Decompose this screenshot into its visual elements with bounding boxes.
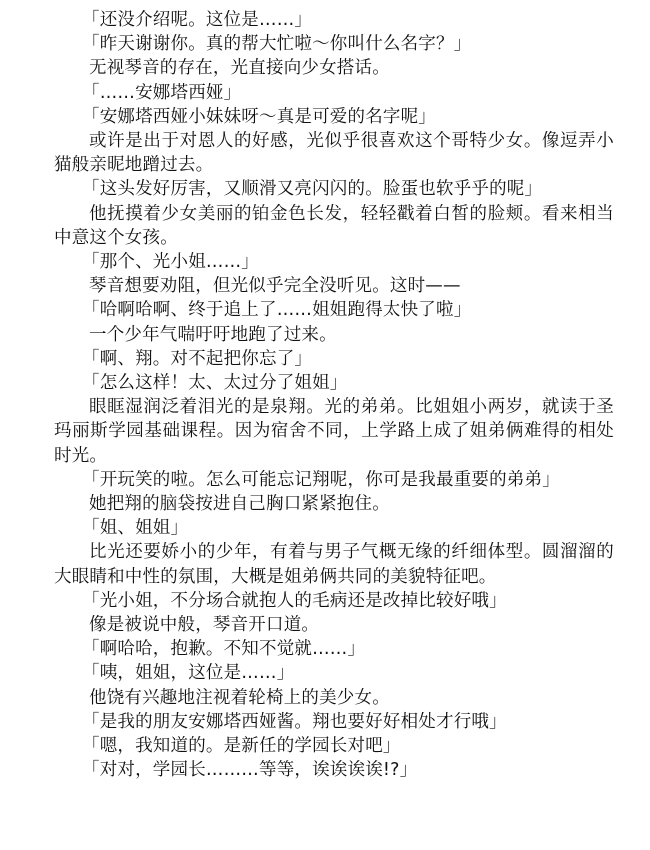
paragraph-22: 「啊哈哈，抱歉。不知不觉就……」 bbox=[82, 639, 366, 660]
paragraph-14: 「怎么这样！太、太过分了姐姐」 bbox=[82, 373, 348, 394]
paragraph-18: 「姐、姐姐」 bbox=[82, 518, 189, 539]
paragraph-13: 「啊、翔。对不起把你忘了」 bbox=[82, 348, 313, 369]
paragraph-11: 「哈啊哈啊、终于追上了……姐姐跑得太快了啦」 bbox=[82, 300, 472, 321]
paragraph-9: 「那个、光小姐……」 bbox=[82, 252, 259, 273]
paragraph-16: 「开玩笑的啦。怎么可能忘记翔呢，你可是我最重要的弟弟」 bbox=[82, 469, 560, 490]
paragraph-6: 或许是出于对恩人的好感，光似乎很喜欢这个哥特少女。像逗弄小猫般亲昵地蹭过去。 bbox=[54, 131, 614, 176]
paragraph-12: 一个少年气喘吁吁地跑了过来。 bbox=[89, 324, 337, 345]
paragraph-21: 像是被说中般，琴音开口道。 bbox=[89, 615, 320, 636]
document-page bbox=[54, 8, 614, 783]
paragraph-3: 无视琴音的存在，光直接向少女搭话。 bbox=[89, 58, 390, 79]
paragraph-5: 「安娜塔西娅小妹妹呀～真是可爱的名字呢」 bbox=[82, 106, 436, 127]
paragraph-2: 「昨天谢谢你。真的帮大忙啦～你叫什么名字？」 bbox=[82, 34, 472, 55]
paragraph-23: 「咦，姐姐，这位是……」 bbox=[82, 663, 295, 684]
paragraph-7: 「这头发好厉害，又顺滑又亮闪闪的。脸蛋也软乎乎的呢」 bbox=[82, 179, 543, 200]
paragraph-8: 他抚摸着少女美丽的铂金色长发，轻轻戳着白皙的脸颊。看来相当中意这个女孩。 bbox=[54, 203, 614, 248]
paragraph-26: 「嗯，我知道的。是新任的学园长对吧」 bbox=[82, 736, 401, 757]
paragraph-19: 比光还要娇小的少年，有着与男子气概无缘的纤细体型。圆溜溜的大眼睛和中性的氛围，大概是姐弟俩共同的美貌特征吧。 bbox=[54, 542, 614, 587]
paragraph-27: 「对对，学园长………等等，诶诶诶诶!?」 bbox=[82, 760, 418, 781]
paragraph-20: 「光小姐，不分场合就抱人的毛病还是改掉比较好哦」 bbox=[82, 590, 507, 611]
paragraph-15: 眼眶湿润泛着泪光的是泉翔。光的弟弟。比姐姐小两岁，就读于圣玛丽斯学园基础课程。因为宿舍不同，上学路上成了姐弟俩难得的相处时光。 bbox=[54, 397, 614, 466]
paragraph-24: 他饶有兴趣地注视着轮椅上的美少女。 bbox=[89, 687, 390, 708]
paragraph-17: 她把翔的脑袋按进自己胸口紧紧抱住。 bbox=[89, 494, 390, 515]
paragraph-4: 「……安娜塔西娅」 bbox=[82, 82, 242, 103]
paragraph-25: 「是我的朋友安娜塔西娅酱。翔也要好好相处才行哦」 bbox=[82, 711, 507, 732]
paragraph-1: 「还没介绍呢。这位是……」 bbox=[82, 10, 313, 30]
paragraph-10: 琴音想要劝阻，但光似乎完全没听见。这时—— bbox=[89, 276, 461, 297]
